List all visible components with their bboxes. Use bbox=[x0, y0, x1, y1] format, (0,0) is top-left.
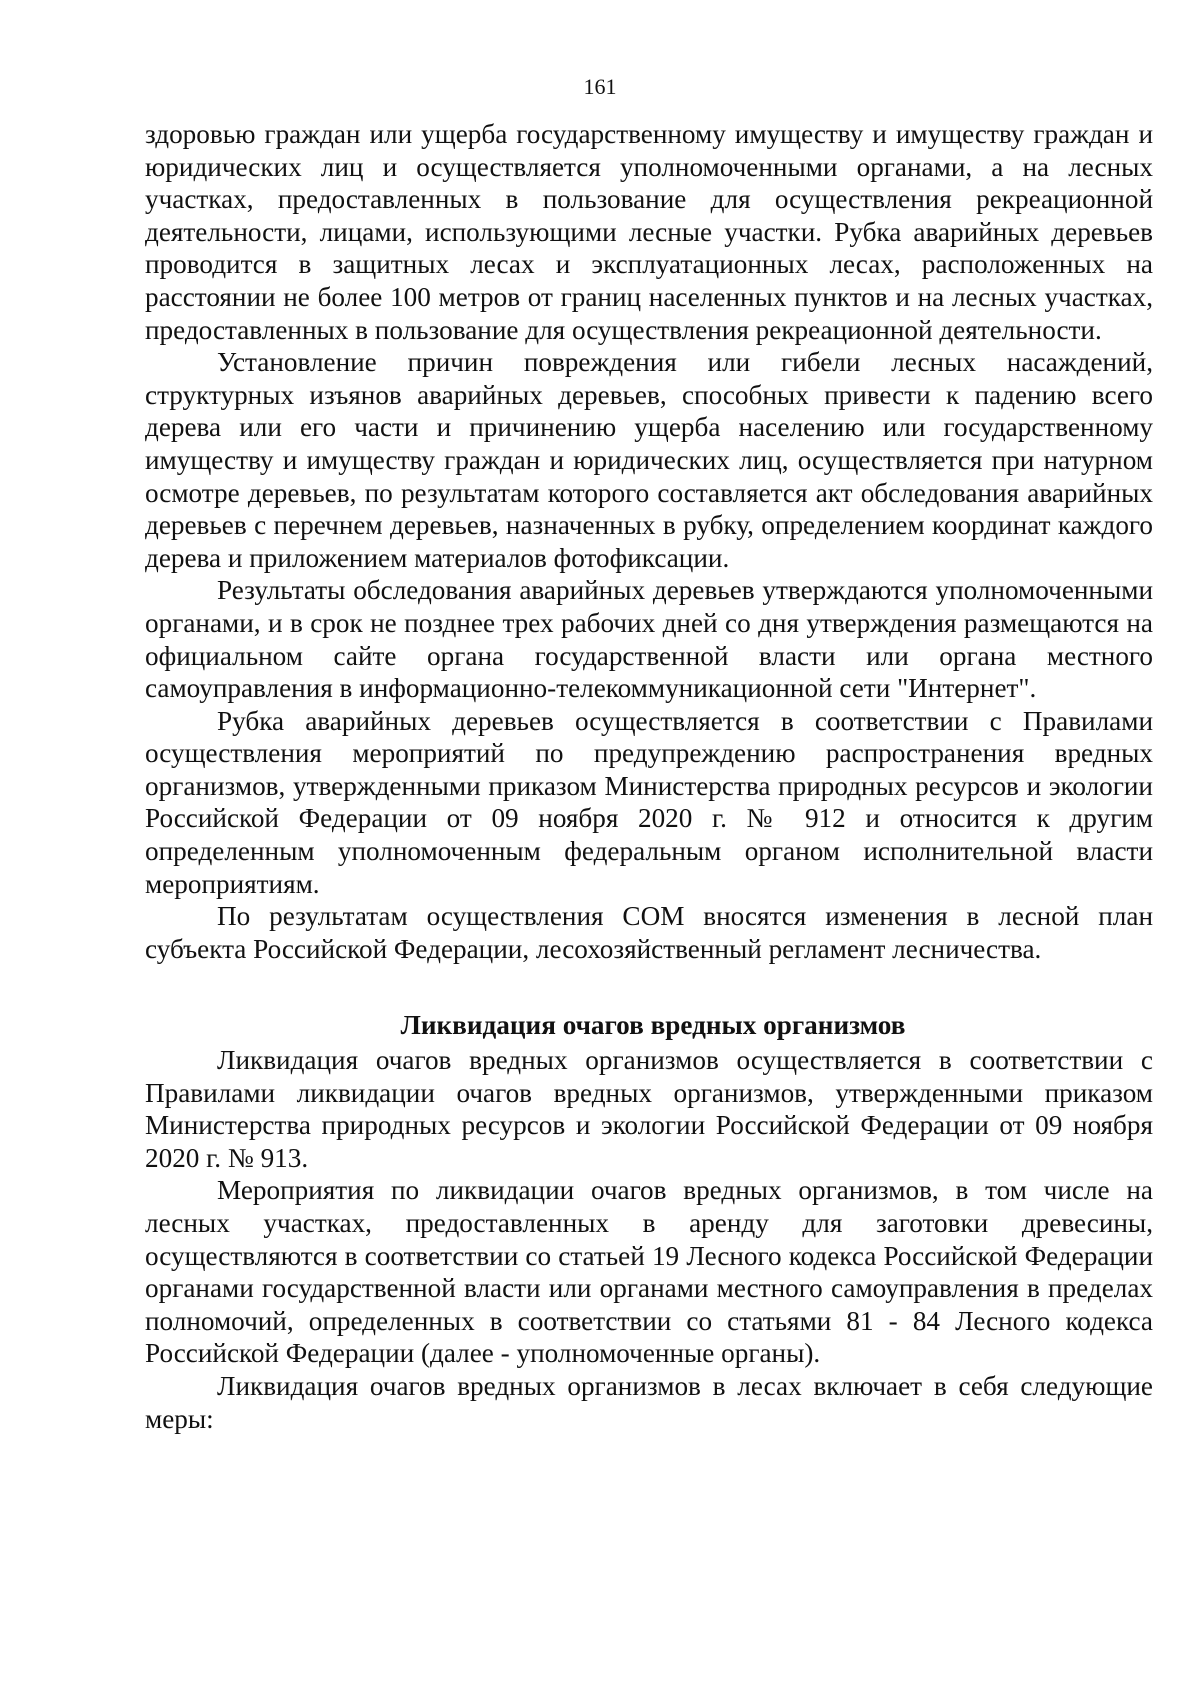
page-number: 161 bbox=[583, 74, 617, 99]
paragraph-damage-causes: Установление причин повреждения или гибели лесных насаждений, структурных изъянов аварийных деревьев, способных привести к падению всего дерева или его части и причинению ущерба населению или государственному имуществу и имуществу граждан и юридических лиц, осуществляется при натурном осмотре деревьев, по результатам которого составляется акт обследования аварийных деревьев с перечнем деревьев, назначенных в рубку, определением координат каждого дерева и приложением материалов фотофиксации. bbox=[145, 347, 1153, 573]
paragraph-felling-rules: Рубка аварийных деревьев осуществляется в соответствии с Правилами осуществления мероприятий по предупреждению распространения вредных организмов, утвержденными приказом Министерства природных ресурсов и экологии Российской Федерации от 09 ноября 2020 г. № 912 и относится к другим определенным уполномоченным федеральным органом исполнительной власти мероприятиям. bbox=[145, 705, 1153, 899]
paragraph-measures-list-intro: Ликвидация очагов вредных организмов в лесах включает в себя следующие меры: bbox=[145, 1370, 1153, 1434]
section-heading: Ликвидация очагов вредных организмов bbox=[400, 1010, 906, 1041]
document-body bbox=[145, 118, 1153, 1435]
paragraph-som-results: По результатам осуществления СОМ вносятся изменения в лесной план субъекта Российской Федерации, лесохозяйственный регламент лесничества. bbox=[145, 901, 1153, 964]
paragraph-continuation: здоровью граждан или ущерба государственному имуществу и имуществу граждан и юридических лиц и осуществляется уполномоченными органами, а на лесных участках, предоставленных в пользование для осуществления рекреационной деятельности, лицами, использующими лесные участки. Рубка аварийных деревьев проводится в защитных лесах и эксплуатационных лесах, расположенных на расстоянии не более 100 метров от границ населенных пунктов и на лесных участках, предоставленных в пользование для осуществления рекреационной деятельности. bbox=[145, 119, 1153, 345]
paragraph-inspection-results: Результаты обследования аварийных деревьев утверждаются уполномоченными органами, и в срок не позднее трех рабочих дней со дня утверждения размещаются на официальном сайте органа государственной власти или органа местного самоуправления в информационно-телекоммуникационной сети "Интернет". bbox=[145, 575, 1153, 704]
paragraph-elimination-measures: Мероприятия по ликвидации очагов вредных организмов, в том числе на лесных участках, предоставленных в аренду для заготовки древесины, осуществляются в соответствии со статьей 19 Лесного кодекса Российской Федерации органами государственной власти или органами местного самоуправления в пределах полномочий, определенных в соответствии со статьями 81 - 84 Лесного кодекса Российской Федерации (далее - уполномоченные органы). bbox=[145, 1175, 1153, 1369]
paragraph-elimination-rules: Ликвидация очагов вредных организмов осуществляется в соответствии с Правилами ликвидации очагов вредных организмов, утвержденными приказом Министерства природных ресурсов и экологии Российской Федерации от 09 ноября 2020 г. № 913. bbox=[145, 1045, 1153, 1173]
